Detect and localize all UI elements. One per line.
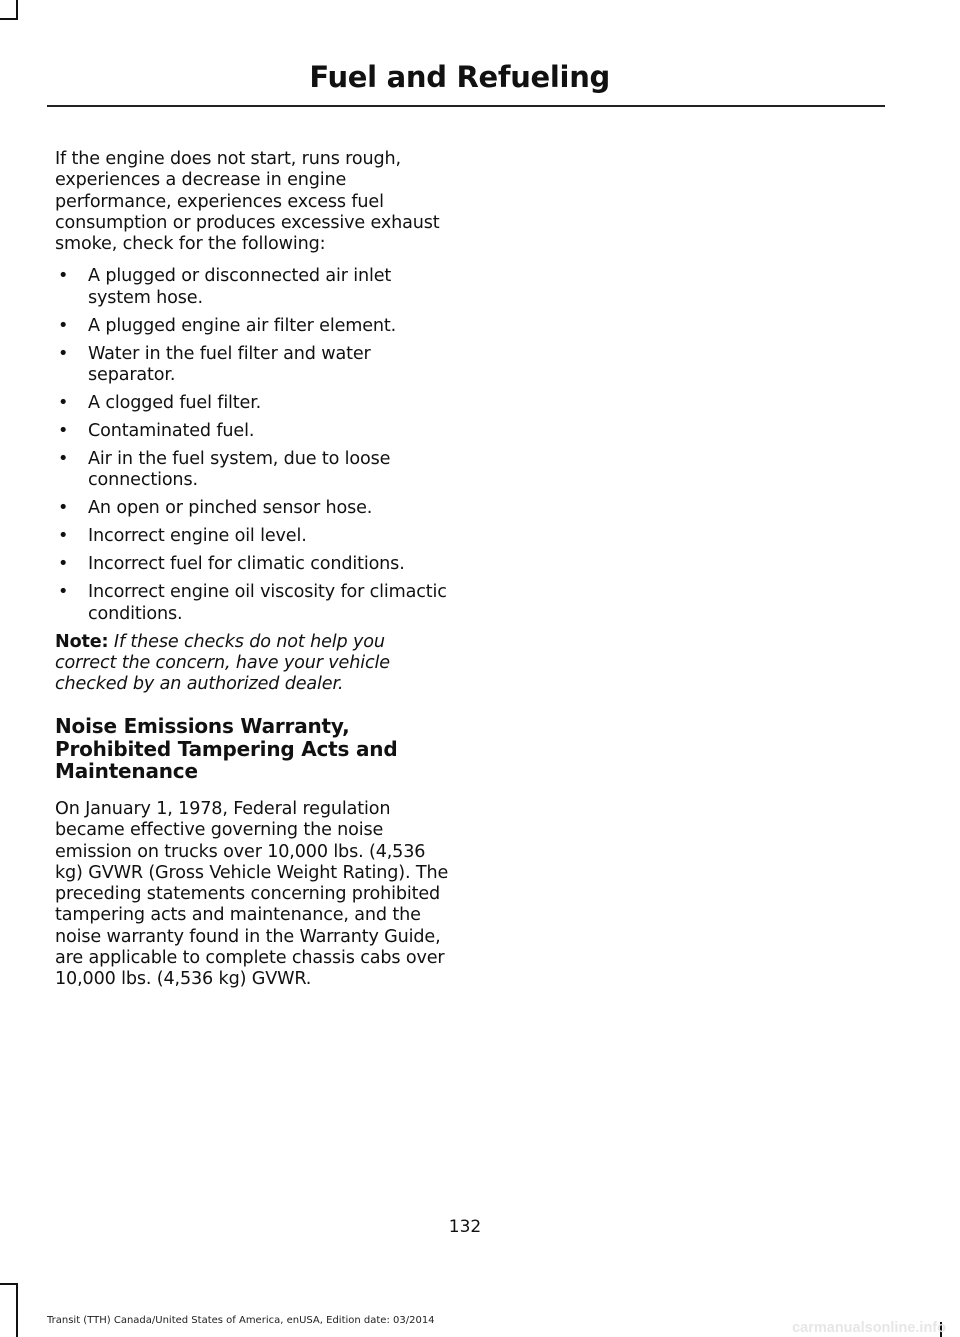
note-paragraph xyxy=(55,632,450,696)
header-divider xyxy=(47,105,885,107)
list-item: • Incorrect fuel for climatic conditions. xyxy=(55,554,450,575)
crop-mark-bottom-left-vertical xyxy=(16,1283,18,1337)
crop-mark-bottom-left-horizontal xyxy=(0,1283,18,1285)
list-item: • A clogged fuel filter. xyxy=(55,393,450,414)
section-body: On January 1, 1978, Federal regulation became effective governing the noise emission on trucks over 10,000 lbs. (4,536 kg) GVWR (Gross Vehicle Weight Rating). The preceding statements concerning prohibited tampering acts and maintenance, and the noise warranty found in the Warranty Guide, are applicable to complete chassis cabs over 10,000 lbs. (4,536 kg) GVWR. xyxy=(55,798,449,990)
list-item: • An open or pinched sensor hose. xyxy=(55,498,450,519)
list-item: • Incorrect engine oil viscosity for climactic conditions. xyxy=(55,582,450,625)
list-item: • A plugged engine air filter element. xyxy=(55,316,450,337)
main-content xyxy=(55,149,450,991)
list-item: • Incorrect engine oil level. xyxy=(55,526,450,547)
watermark: carmanualsonline.info xyxy=(792,1320,946,1336)
page-title: Fuel and Refueling xyxy=(309,60,610,94)
edition-footer: Transit (TTH) Canada/United States of America, enUSA, Edition date: 03/2014 xyxy=(47,1315,435,1326)
list-item: • A plugged or disconnected air inlet system hose. xyxy=(55,266,450,309)
checklist xyxy=(55,266,450,624)
list-item: • Air in the fuel system, due to loose connections. xyxy=(55,449,450,492)
list-item: • Water in the fuel filter and water separator. xyxy=(55,344,450,387)
page-number: 132 xyxy=(448,1217,482,1237)
list-item: • Contaminated fuel. xyxy=(55,421,450,442)
crop-mark-top-left-vertical xyxy=(16,0,18,20)
intro-paragraph: If the engine does not start, runs rough, experiences a decrease in engine performance, experiences excess fuel consumption or produces excessive exhaust smoke, check for the following: xyxy=(55,149,440,255)
crop-mark-top-left-horizontal xyxy=(0,18,18,20)
note-label: Note: xyxy=(55,631,109,652)
section-heading: Noise Emissions Warranty, Prohibited Tampering Acts and Maintenance xyxy=(55,714,398,784)
note-text: If these checks do not help you correct the concern, have your vehicle checked by an authorized dealer. xyxy=(55,631,390,695)
